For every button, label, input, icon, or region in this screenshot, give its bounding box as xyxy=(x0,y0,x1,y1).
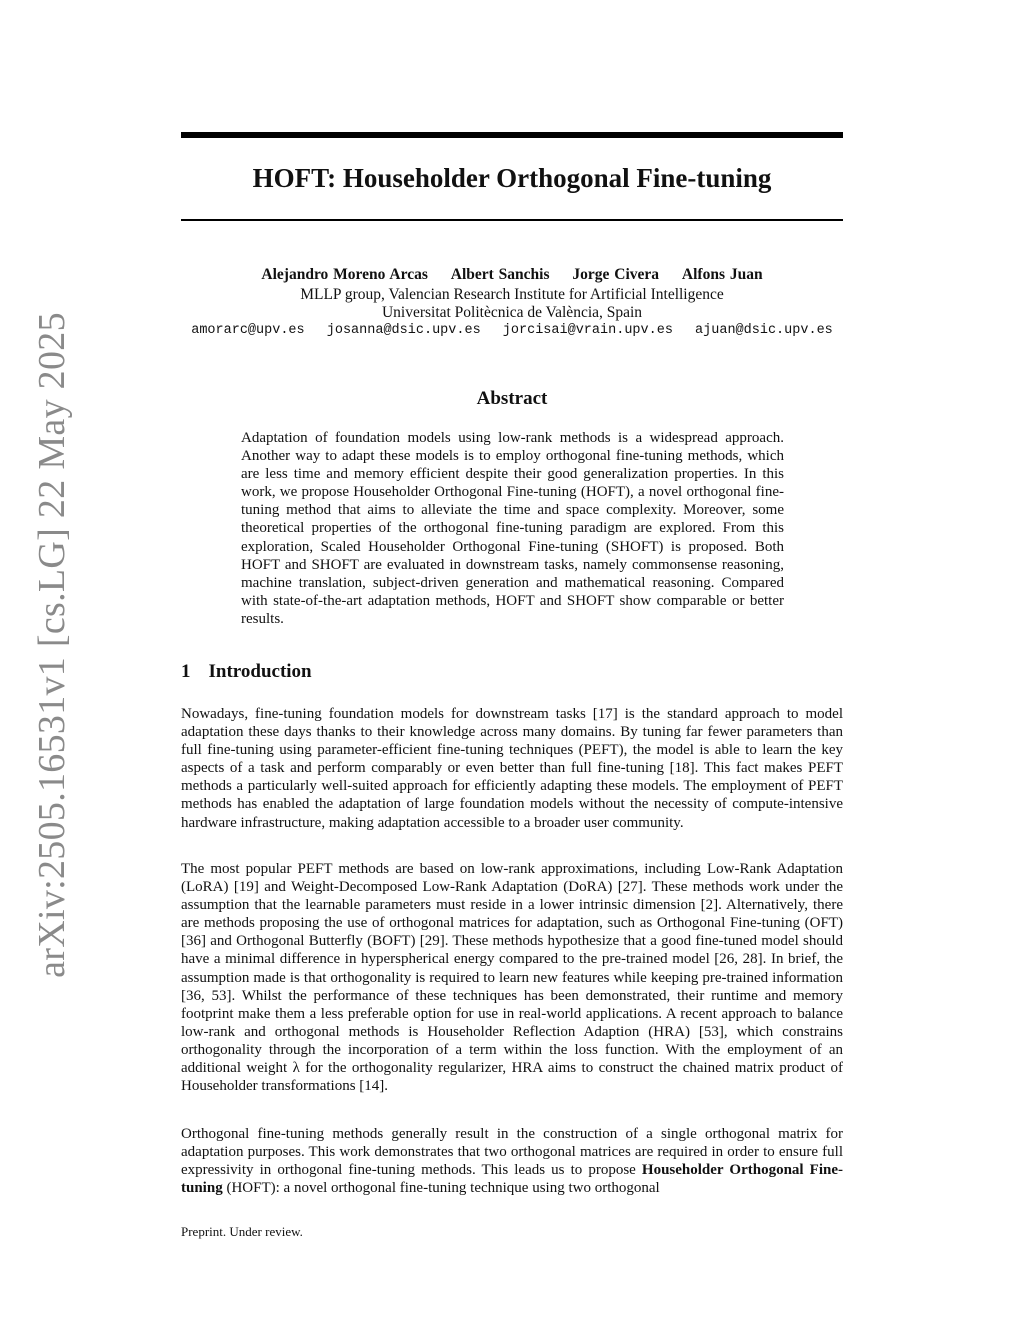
author-emails xyxy=(181,323,843,338)
arxiv-identifier-stamp: arXiv:2505.16531v1 [cs.LG] 22 May 2025 xyxy=(31,312,73,978)
intro-paragraph-3 xyxy=(181,1125,843,1197)
email-address: josanna@dsic.upv.es xyxy=(326,323,481,338)
email-address: jorcisai@vrain.upv.es xyxy=(502,323,673,338)
intro-paragraph-2: The most popular PEFT methods are based on low-rank approximations, including Low-Rank Adaptation (LoRA) [19] and Weight-Decomposed Low-Rank Adaptation (DoRA) [27]. These methods work under the assumption that the learnable parameters must reside in a lower intrinsic dimension [2]. Alternatively, there are methods proposing the use of orthogonal matrices for adaptation, such as Orthogonal Fine-tuning (OFT) [36] and Orthogonal Butterfly (BOFT) [29]. These methods hypothesize that a good fine-tuned model should have a minimal difference in hyperspherical energy compared to the pre-trained model [26, 28]. In brief, the assumption made is that orthogonality is required to learn new features while keeping pre-trained information [36, 53]. Whilst the performance of these techniques has been demonstrated, their runtime and memory footprint make them a less preferable option for use in real-world applications. A recent approach to balance low-rank and orthogonal methods is Householder Reflection Adaption (HRA) [53], which constrains orthogonality through the incorporation of a term within the loss function. With the employment of an additional weight λ for the orthogonality regularizer, HRA aims to construct the chained matrix product of Householder transformations [14]. xyxy=(181,861,843,1095)
paragraph-text: Orthogonal fine-tuning methods generally result in the construction of a single orthogonal matrix for adaptation purposes. This work demonstrates that two orthogonal matrices are required in order to ensure full expressivity in orthogonal fine-tuning methods. This leads us to propose xyxy=(181,1126,843,1179)
affiliation-university: Universitat Politècnica de València, Spain xyxy=(381,304,643,321)
author-name: Alejandro Moreno Arcas xyxy=(261,266,428,283)
preprint-footer: Preprint. Under review. xyxy=(181,1224,303,1239)
author-name: Jorge Civera xyxy=(572,266,660,283)
author-list xyxy=(181,266,843,284)
intro-paragraph-1: Nowadays, fine-tuning foundation models for downstream tasks [17] is the standard approach to model adaptation these days thanks to their knowledge across many domains. By tuning far fewer parameters than full fine-tuning using parameter-efficient fine-tuning techniques (PEFT), the model is able to learn the key aspects of a task and perform comparably or even better than full fine-tuning [18]. This fact makes PEFT methods a particularly well-suited approach for efficiently adapting these models. The employment of PEFT methods has enabled the adaptation of large foundation models without the necessity of compute-intensive hardware infrastructure, making adaptation accessible to a broader user community. xyxy=(181,706,843,831)
email-address: amorarc@upv.es xyxy=(191,323,305,338)
email-address: ajuan@dsic.upv.es xyxy=(695,323,833,338)
method-name-bold: Householder Orthogonal Fine-tuning xyxy=(181,1162,843,1197)
section-title: Introduction xyxy=(208,661,312,682)
author-name: Alfons Juan xyxy=(681,266,763,283)
section-number: 1 xyxy=(181,661,191,682)
affiliation-group: MLLP group, Valencian Research Institute for Artificial Intelligence xyxy=(300,286,724,303)
author-name: Albert Sanchis xyxy=(450,266,550,283)
title-bottom-rule xyxy=(181,219,843,221)
title-top-rule xyxy=(181,132,843,138)
paragraph-text: (HOFT): a novel orthogonal fine-tuning technique using two orthogonal xyxy=(222,1180,660,1197)
abstract-heading: Abstract xyxy=(476,388,548,409)
paper-title: HOFT: Householder Orthogonal Fine-tuning xyxy=(252,163,772,193)
abstract-text: Adaptation of foundation models using low-rank methods is a widespread approach. Another way to adapt these models is to employ orthogonal fine-tuning methods, which are less time and memory efficient despite their good generalization properties. In this work, we propose Householder Orthogonal Fine-tuning (HOFT), a novel orthogonal fine-tuning method that aims to alleviate the time and space complexity. Moreover, some theoretical properties of the orthogonal fine-tuning paradigm are explored. From this exploration, Scaled Householder Orthogonal Fine-tuning (SHOFT) is proposed. Both HOFT and SHOFT are evaluated in downstream tasks, namely commonsense reasoning, machine translation, subject-driven generation and mathematical reasoning. Compared with state-of-the-art adaptation methods, HOFT and SHOFT show comparable or better results. xyxy=(241,430,784,627)
section-heading xyxy=(181,661,312,683)
